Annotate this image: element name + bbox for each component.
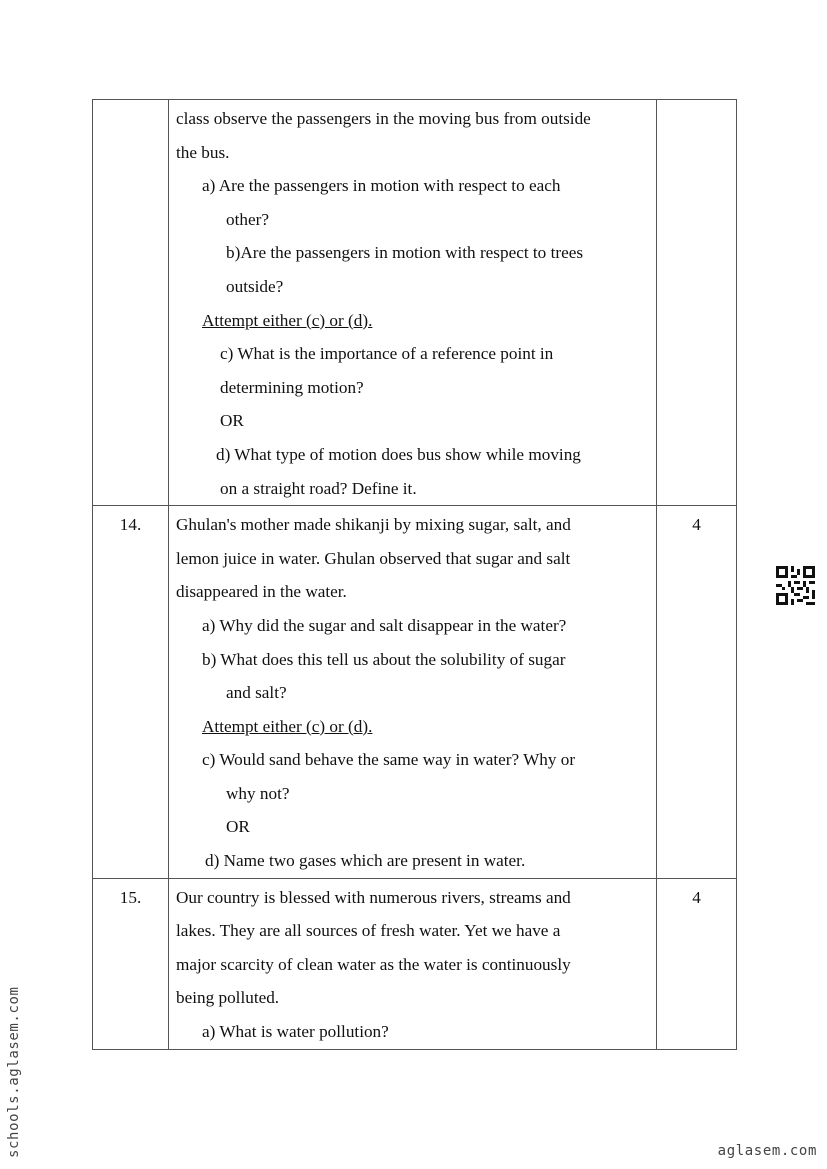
bottom-watermark: aglasem.com bbox=[717, 1143, 817, 1159]
instruction-line: Attempt either (c) or (d). bbox=[202, 716, 373, 736]
question-line: a) What is water pollution? bbox=[202, 1022, 389, 1042]
question-line: disappeared in the water. bbox=[176, 582, 347, 602]
question-line: outside? bbox=[226, 276, 284, 296]
question-text-cell bbox=[169, 506, 657, 879]
question-line: a) Why did the sugar and salt disappear in the water? bbox=[202, 615, 567, 635]
marks-cell bbox=[657, 878, 737, 1049]
or-label: OR bbox=[220, 411, 244, 431]
question-line: determining motion? bbox=[220, 377, 364, 397]
question-line: Our country is blessed with numerous rivers, streams and bbox=[176, 887, 571, 907]
question-line: on a straight road? Define it. bbox=[220, 478, 417, 498]
question-line: c) What is the importance of a reference point in bbox=[220, 344, 554, 364]
question-line: major scarcity of clean water as the water is continuously bbox=[176, 954, 571, 974]
question-line: d) What type of motion does bus show while moving bbox=[216, 444, 581, 464]
question-number-cell bbox=[93, 100, 169, 506]
question-number: 14. bbox=[119, 515, 142, 535]
marks-value: 4 bbox=[692, 515, 701, 535]
question-number: 15. bbox=[119, 887, 142, 907]
question-table bbox=[92, 99, 737, 1050]
question-line: a) Are the passengers in motion with respect to each bbox=[202, 176, 561, 196]
question-text-cell bbox=[169, 878, 657, 1049]
table-row bbox=[93, 506, 737, 879]
or-label: OR bbox=[226, 817, 250, 837]
question-line: lakes. They are all sources of fresh water. Yet we have a bbox=[176, 921, 561, 941]
question-line: class observe the passengers in the moving bus from outside bbox=[176, 109, 591, 128]
side-watermark: schools.aglasem.com bbox=[6, 986, 22, 1158]
question-text-cell bbox=[169, 100, 657, 506]
instruction-line: Attempt either (c) or (d). bbox=[202, 310, 373, 330]
question-line: and salt? bbox=[226, 683, 287, 703]
question-line: being polluted. bbox=[176, 988, 280, 1008]
question-line: b) What does this tell us about the solubility of sugar bbox=[202, 649, 566, 669]
question-line: Ghulan's mother made shikanji by mixing sugar, salt, and bbox=[176, 515, 571, 535]
question-number bbox=[93, 100, 168, 102]
question-line: the bus. bbox=[176, 142, 230, 162]
question-line: b)Are the passengers in motion with respect to trees bbox=[226, 243, 584, 263]
question-line: d) Name two gases which are present in water. bbox=[205, 851, 526, 871]
marks-value: 4 bbox=[692, 887, 701, 907]
question-line: other? bbox=[226, 209, 269, 229]
marks-cell bbox=[657, 100, 737, 506]
table-row bbox=[93, 878, 737, 1049]
marks-cell bbox=[657, 506, 737, 879]
question-number-cell bbox=[93, 506, 169, 879]
table-row bbox=[93, 100, 737, 506]
question-line: why not? bbox=[226, 783, 290, 803]
qr-code-icon bbox=[776, 566, 815, 605]
question-line: lemon juice in water. Ghulan observed that sugar and salt bbox=[176, 548, 571, 568]
marks-value bbox=[657, 100, 736, 102]
question-number-cell bbox=[93, 878, 169, 1049]
question-line: c) Would sand behave the same way in water? Why or bbox=[202, 750, 576, 770]
